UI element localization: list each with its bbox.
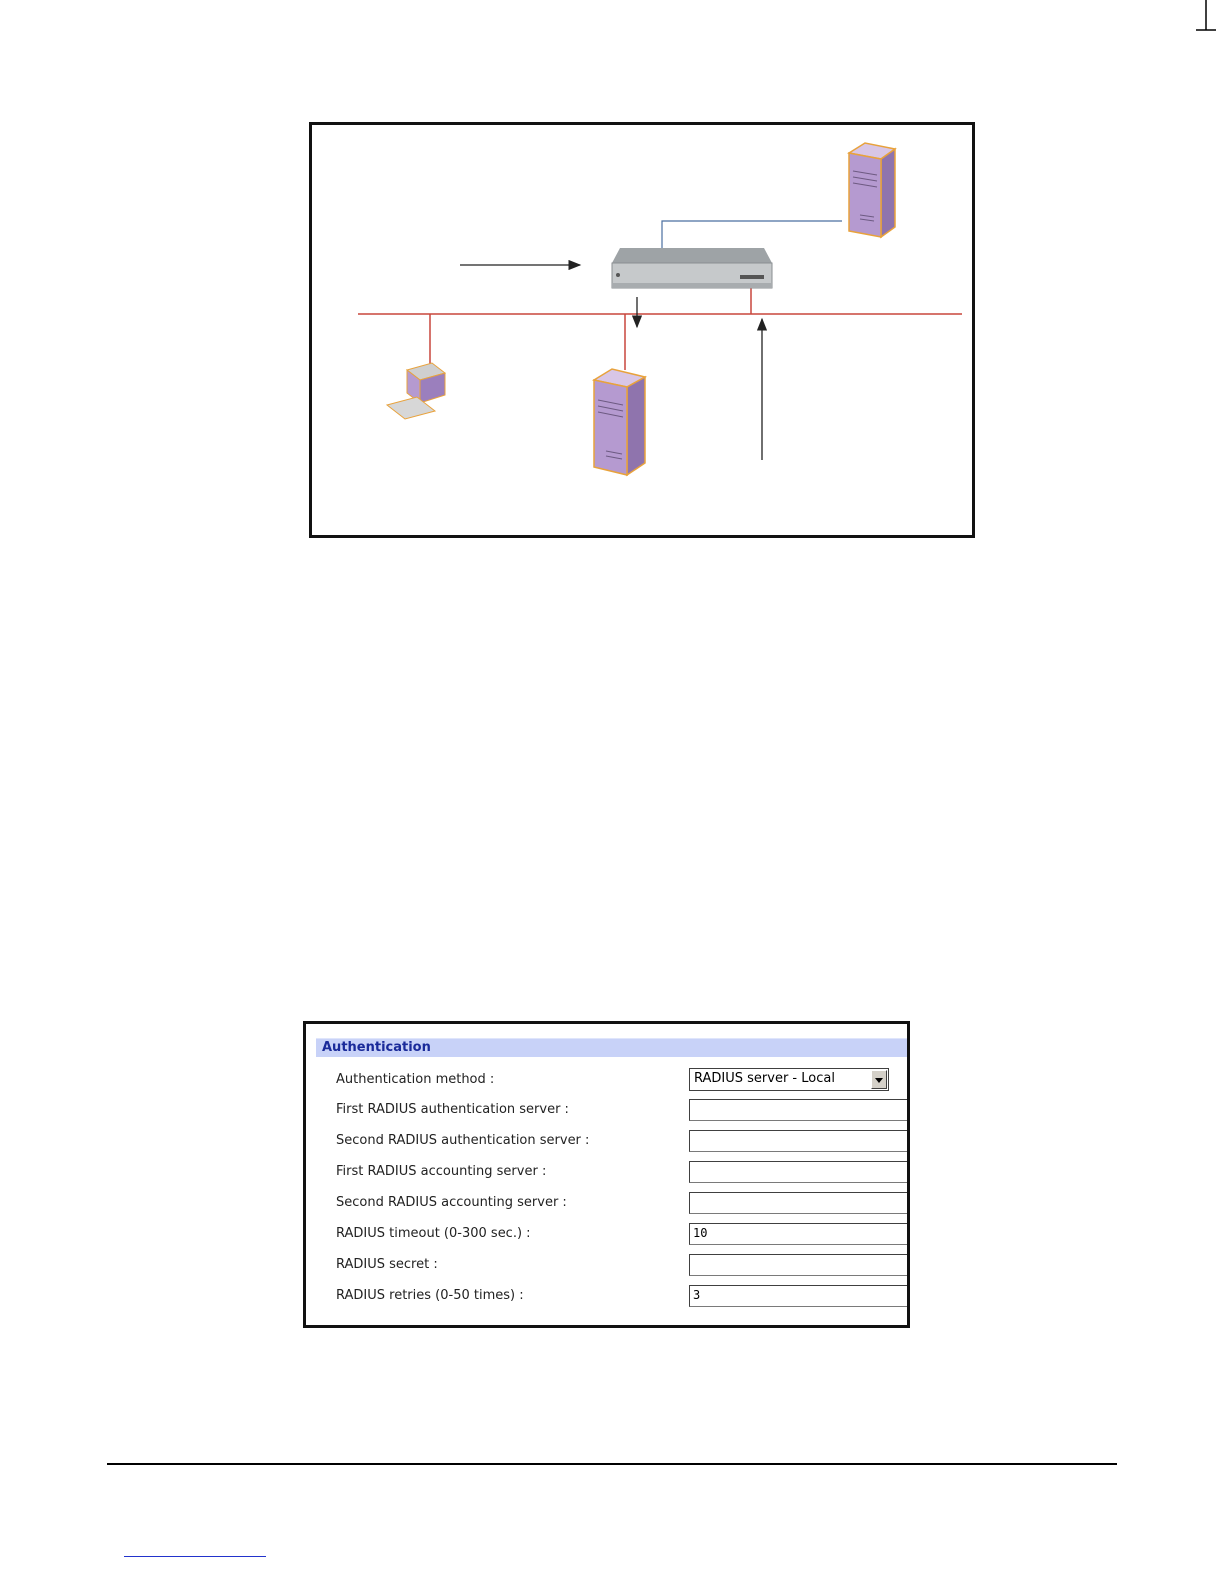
second-acct-server-input[interactable] bbox=[689, 1192, 910, 1214]
second-auth-server-row bbox=[336, 1130, 906, 1152]
radius-timeout-row bbox=[336, 1223, 906, 1245]
authentication-header bbox=[316, 1038, 910, 1057]
console-server-icon bbox=[612, 248, 772, 288]
auth-method-select[interactable] bbox=[689, 1068, 889, 1091]
authentication-title: Authentication bbox=[322, 1040, 431, 1055]
radius-timeout-input[interactable]: 10 bbox=[689, 1223, 910, 1245]
radius-server-icon bbox=[849, 143, 895, 237]
second-acct-server-label: Second RADIUS accounting server : bbox=[336, 1195, 567, 1210]
server-icon bbox=[594, 369, 645, 475]
first-auth-server-row bbox=[336, 1099, 906, 1121]
radius-secret-input[interactable] bbox=[689, 1254, 910, 1276]
radius-retries-label: RADIUS retries (0-50 times) : bbox=[336, 1288, 524, 1303]
first-acct-server-label: First RADIUS accounting server : bbox=[336, 1164, 547, 1179]
network-diagram-canvas bbox=[312, 125, 972, 535]
authentication-panel bbox=[303, 1021, 910, 1328]
first-acct-server-input[interactable] bbox=[689, 1161, 910, 1183]
auth-method-label: Authentication method : bbox=[336, 1072, 495, 1087]
second-auth-server-input[interactable] bbox=[689, 1130, 910, 1152]
second-auth-server-label: Second RADIUS authentication server : bbox=[336, 1133, 590, 1148]
second-acct-server-row bbox=[336, 1192, 906, 1214]
first-auth-server-input[interactable] bbox=[689, 1099, 910, 1121]
crop-mark-icon bbox=[1196, 0, 1216, 40]
radius-secret-label: RADIUS secret : bbox=[336, 1257, 438, 1272]
auth-method-value: RADIUS server - Local bbox=[694, 1071, 835, 1086]
first-acct-server-row bbox=[336, 1161, 906, 1183]
auth-method-row bbox=[336, 1069, 906, 1091]
chevron-down-icon[interactable] bbox=[871, 1070, 887, 1089]
workstation-icon bbox=[387, 363, 445, 419]
footer-divider bbox=[107, 1463, 1117, 1465]
radius-retries-input[interactable]: 3 bbox=[689, 1285, 910, 1307]
first-auth-server-label: First RADIUS authentication server : bbox=[336, 1102, 569, 1117]
radius-secret-row bbox=[336, 1254, 906, 1276]
radius-server-link bbox=[662, 221, 842, 248]
network-diagram bbox=[309, 122, 975, 538]
radius-retries-row bbox=[336, 1285, 906, 1307]
footer-link[interactable] bbox=[124, 1556, 266, 1557]
radius-timeout-label: RADIUS timeout (0-300 sec.) : bbox=[336, 1226, 531, 1241]
